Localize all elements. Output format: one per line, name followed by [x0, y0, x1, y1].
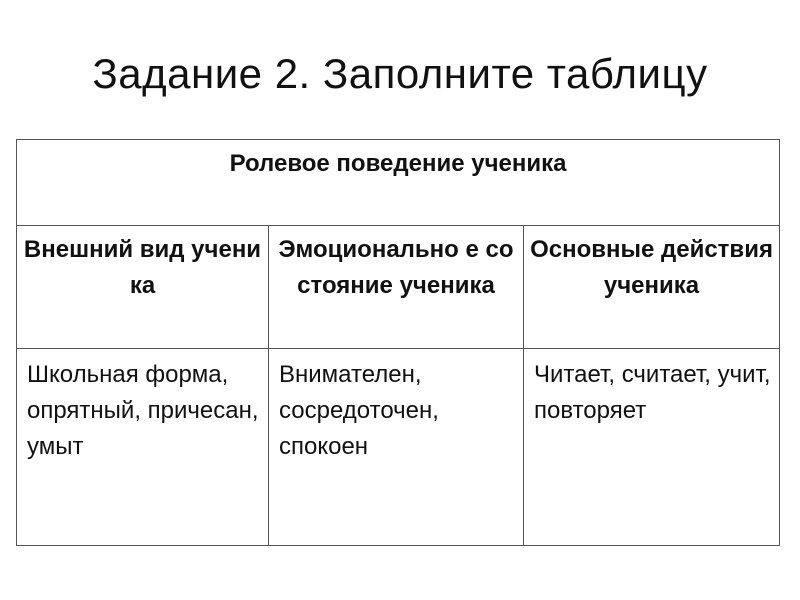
body-cell-emotional-state [269, 349, 524, 546]
table-caption-cell [17, 140, 780, 226]
slide-title: Задание 2. Заполните таблицу [92, 50, 708, 97]
body-cell-appearance [17, 349, 269, 546]
cell-text-appearance: Школьная форма, опрятный, причесан, умыт [27, 361, 259, 460]
body-cell-main-actions [524, 349, 780, 546]
table-row [17, 349, 780, 546]
header-cell-emotional-state [269, 226, 524, 349]
header-label-main-actions: Основные действия ученика [530, 236, 773, 299]
header-label-emotional-state: Эмоционально е состояние ученика [278, 236, 514, 299]
header-cell-appearance [17, 226, 269, 349]
header-label-appearance: Внешний вид ученика [23, 236, 262, 299]
cell-text-main-actions: Читает, считает, учит, повторяет [534, 361, 771, 424]
table-caption-row [17, 140, 780, 226]
cell-text-emotional-state: Внимателен, сосредоточен, спокоен [279, 361, 439, 460]
table-header-row [17, 226, 780, 349]
header-cell-main-actions [524, 226, 780, 349]
role-behavior-table [16, 139, 780, 546]
table-caption: Ролевое поведение ученика [229, 150, 567, 177]
